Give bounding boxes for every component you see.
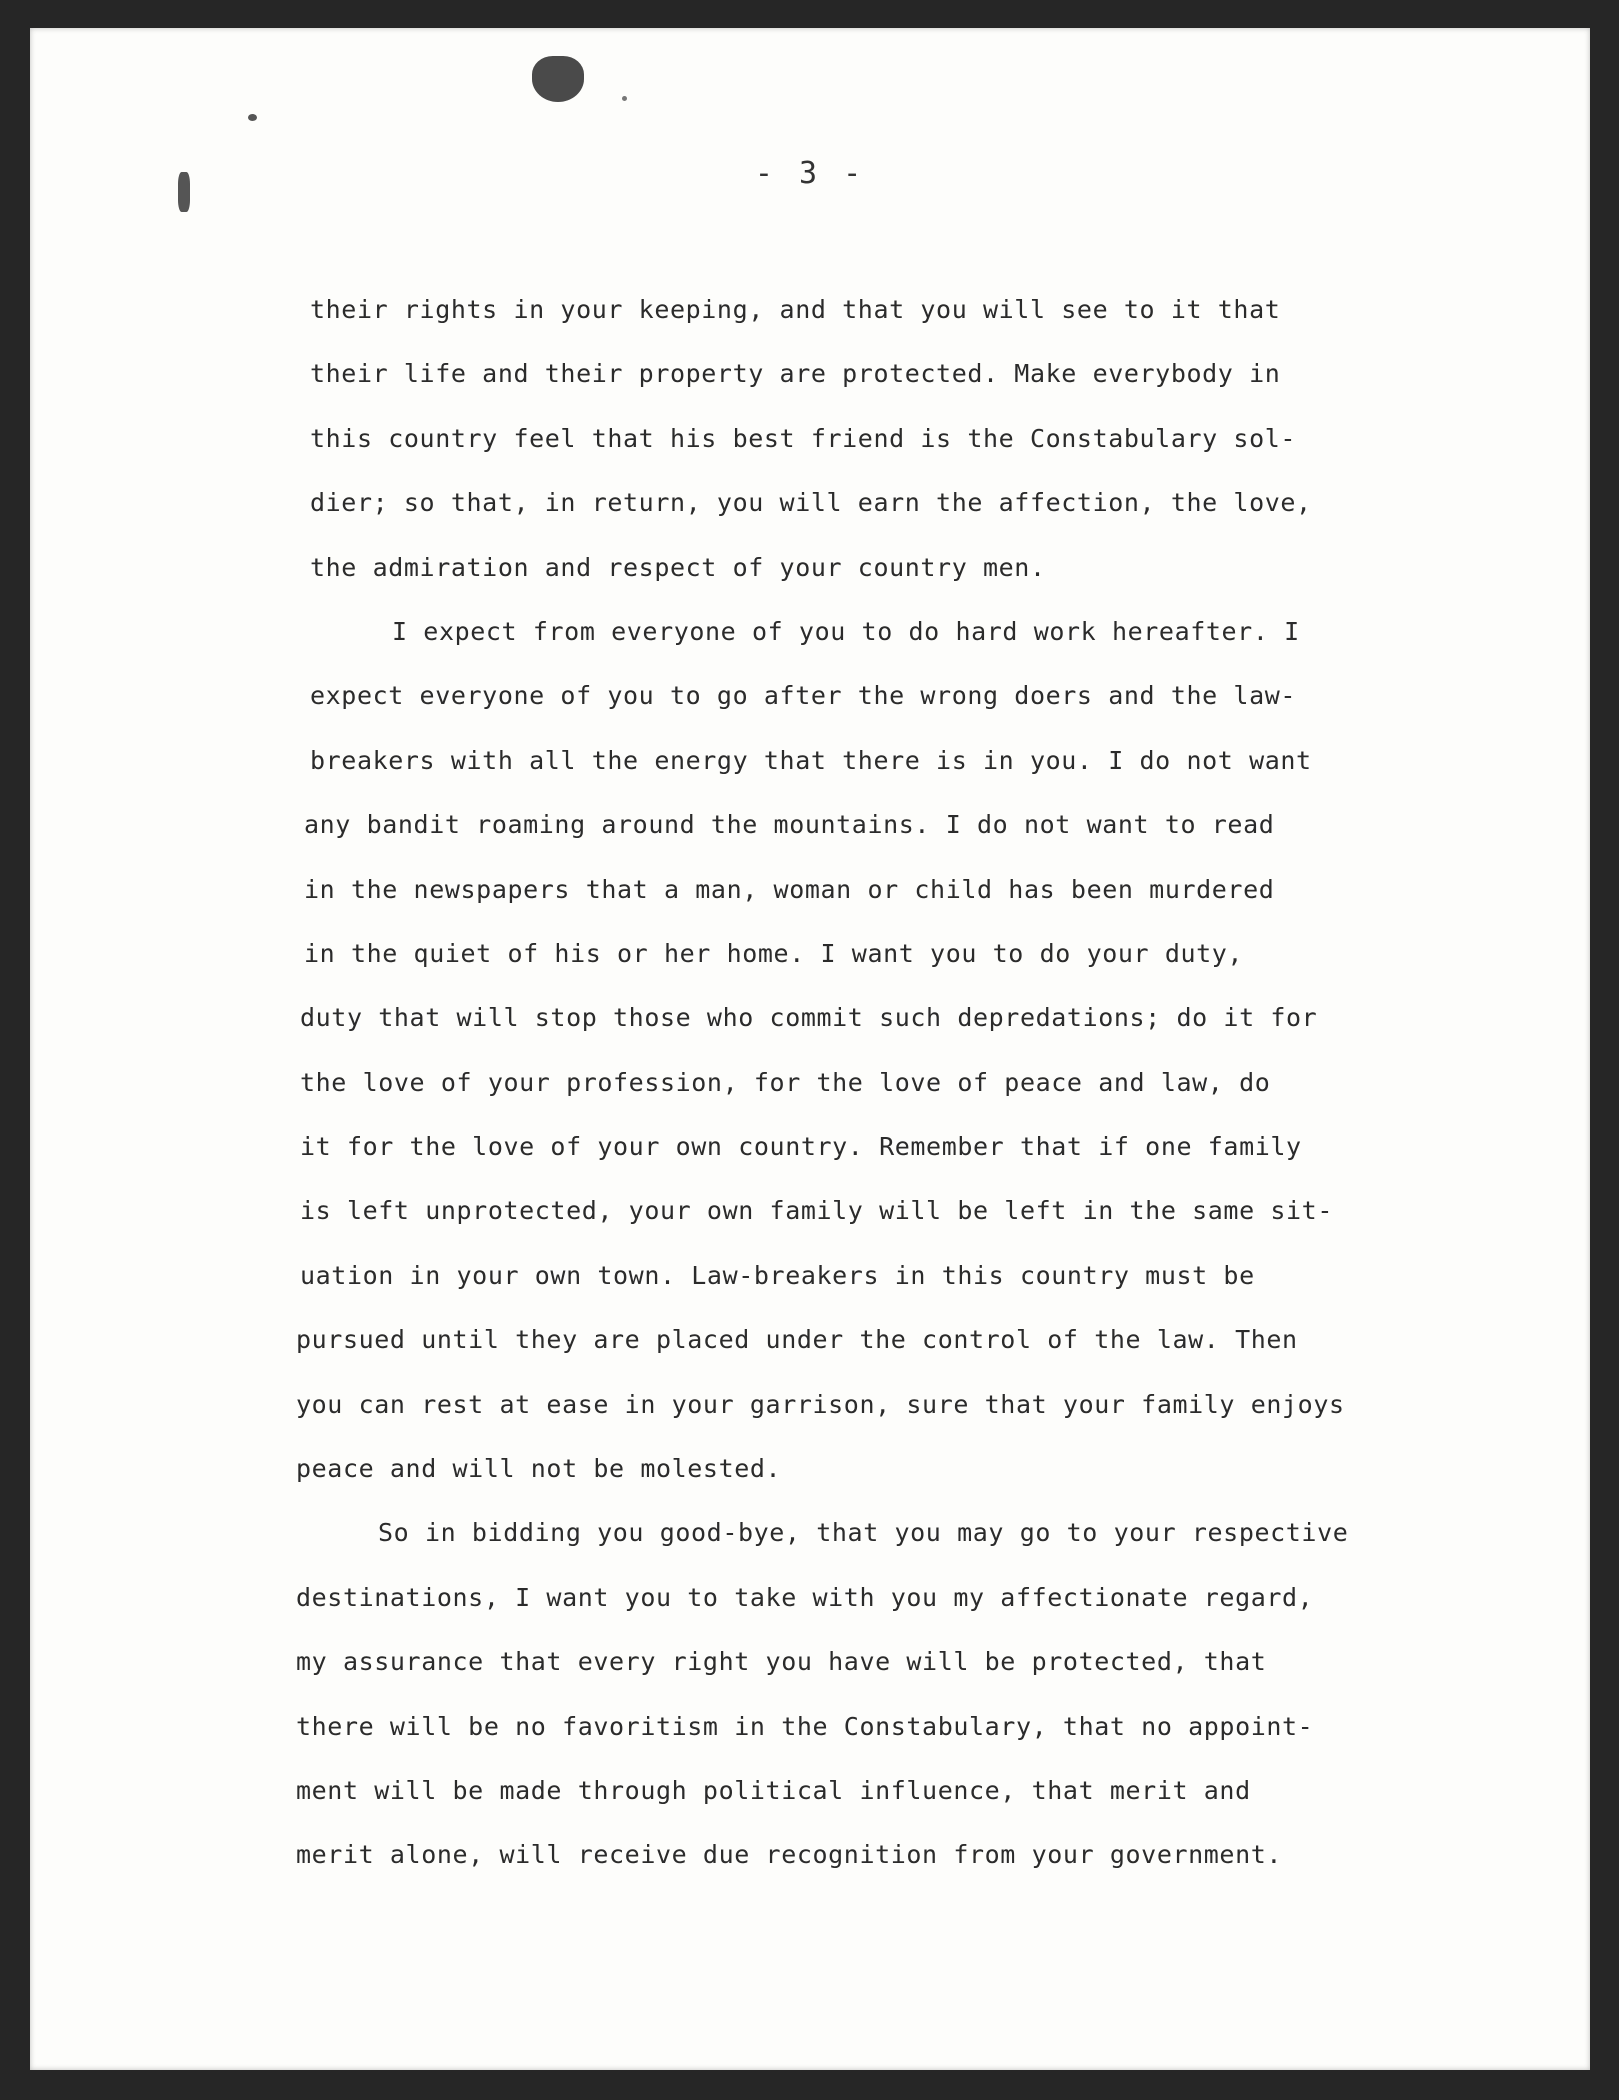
text-line: you can rest at ease in your garrison, sure that your family enjoys [296,1389,1345,1419]
text-line: this country feel that his best friend is the Constabulary sol- [310,423,1297,453]
text-line: ment will be made through political influence, that merit and [296,1775,1251,1805]
text-line: uation in your own town. Law-breakers in this country must be [300,1260,1255,1290]
text-line: their rights in your keeping, and that you will see to it that [310,295,1281,324]
text-line: in the quiet of his or her home. I want you to do your duty, [304,938,1244,968]
paragraph-first-line: So in bidding you good-bye, that you may go to your respective [378,1518,1349,1548]
text-line: expect everyone of you to go after the wrong doers and the law- [310,681,1297,711]
text-line: peace and will not be molested. [296,1454,782,1484]
text-line: destinations, I want you to take with you my affectionate regard, [296,1582,1314,1612]
text-line: it for the love of your own country. Remember that if one family [300,1132,1302,1162]
text-line: breakers with all the energy that there is in you. I do not want [310,745,1312,775]
text-line: duty that will stop those who commit such depredations; do it for [300,1003,1318,1033]
ink-speck [248,114,257,121]
ink-blot [532,56,584,102]
text-line: the admiration and respect of your country men. [310,552,1046,582]
text-line: any bandit roaming around the mountains. I do not want to read [304,810,1275,840]
text-line: is left unprotected, your own family will be left in the same sit- [300,1196,1333,1226]
document-page [30,28,1590,2070]
ink-speck [622,96,627,101]
text-line: dier; so that, in return, you will earn the affection, the love, [310,488,1312,518]
paragraph-first-line: I expect from everyone of you to do hard work hereafter. I [392,616,1300,646]
text-line: their life and their property are protected. Make everybody in [310,359,1281,389]
text-line: in the newspapers that a man, woman or child has been murdered [304,874,1275,904]
document-body [296,278,1470,1888]
text-line: merit alone, will receive due recognition from your government. [296,1840,1283,1870]
text-line: the love of your profession, for the love of peace and law, do [300,1067,1271,1097]
text-line: my assurance that every right you have will be protected, that [296,1647,1267,1677]
page-number: - 3 - [754,156,866,191]
text-line: pursued until they are placed under the control of the law. Then [296,1325,1298,1355]
text-line: there will be no favoritism in the Constabulary, that no appoint- [296,1711,1314,1741]
